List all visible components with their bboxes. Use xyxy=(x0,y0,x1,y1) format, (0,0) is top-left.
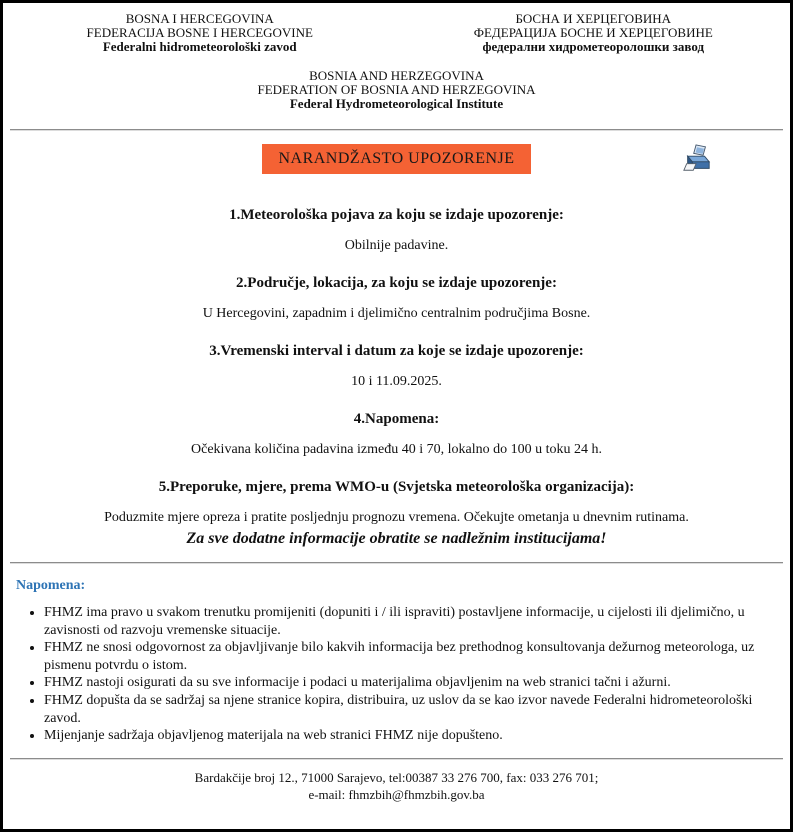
section-4-heading: 4.Napomena: xyxy=(353,411,440,427)
header-institute-name: федерални хидрометеоролошки завод xyxy=(482,39,705,54)
section-2-heading: 2.Područje, lokacija, za koju se izdaje upozorenje: xyxy=(236,275,557,291)
footer-address: Bardakčije broj 12., 71000 Sarajevo, tel:00387 33 276 700, fax: 033 276 701; xyxy=(194,769,599,785)
emphasis-line: Za sve dodatne informacije obratite se nadležnim institucijama! xyxy=(186,530,607,547)
email-link[interactable]: fhmzbih@fhmzbih.gov.ba xyxy=(348,786,485,802)
list-item: • FHMZ ima pravo u svakom trenutku promijeniti (dopuniti i / ili ispraviti) postavljene informacije, u cijelosti ili djelimično, u zavisnosti od razvoju vremenske situacije. xyxy=(44,604,774,639)
printer-icon[interactable] xyxy=(680,144,714,174)
warning-level-banner: NARANDŽASTO UPOZORENJE xyxy=(262,144,530,174)
divider-footer xyxy=(10,758,783,760)
disclaimer-list xyxy=(17,604,774,745)
header-line: BOSNIA AND HERZEGOVINA xyxy=(309,68,484,83)
warning-page xyxy=(3,3,790,829)
section-1-body: Obilnije padavine. xyxy=(344,238,449,253)
list-item: • FHMZ ne snosi odgovornost za objavljivanje bilo kakvih informacija bez prethodnog konsultovanja dežurnog meteorologa, uz pismenu potvrdu o istom. xyxy=(44,639,774,674)
header-line: BOSNA I HERCEGOVINA xyxy=(125,11,274,26)
section-5-heading: 5.Preporuke, mjere, prema WMO-u (Svjetska meteorološka organizacija): xyxy=(158,479,635,495)
banner-row xyxy=(3,144,790,174)
note-label: Napomena: xyxy=(16,578,86,593)
header-line: FEDERATION OF BOSNIA AND HERZEGOVINA xyxy=(257,82,536,97)
header-cyrillic xyxy=(397,12,791,54)
list-item: • FHMZ nastoji osigurati da su sve informacije i podaci u materijalima objavljenim na web stranici tačni i ažurni. xyxy=(44,674,774,692)
divider-header xyxy=(10,129,783,131)
list-item: • FHMZ dopušta da se sadržaj sa njene stranice kopira, distribuira, uz uslov da se kao izvor navede Federalni hidrometeorološki zavod. xyxy=(44,692,774,727)
section-2-body: U Hercegovini, zapadnim i djelimično centralnim područjima Bosne. xyxy=(202,306,591,321)
footer xyxy=(3,769,790,803)
footer-email-line xyxy=(3,786,790,803)
institution-header xyxy=(3,12,790,54)
header-english xyxy=(3,69,790,111)
section-3-heading: 3.Vremenski interval i datum za koje se izdaje upozorenje: xyxy=(209,343,584,359)
header-line: FEDERACIJA BOSNE I HERCEGOVINE xyxy=(86,25,313,40)
list-item: • Mijenjanje sadržaja objavljenog materijala na web stranici FHMZ nije dopušteno. xyxy=(44,727,774,745)
section-5-body: Poduzmite mjere opreza i pratite posljednju prognozu vremena. Očekujte ometanja u dnevnim rutinama. xyxy=(104,510,689,525)
section-3-body: 10 i 11.09.2025. xyxy=(351,374,442,389)
header-bosnian-latin xyxy=(3,12,397,54)
header-institute-name: Federalni hidrometeorološki zavod xyxy=(102,39,297,54)
section-4-body: Očekivana količina padavina između 40 i 70, lokalno do 100 u toku 24 h. xyxy=(191,442,602,457)
header-line: БОСНА И ХЕРЦЕГОВИНА xyxy=(515,11,672,26)
header-line: ФЕДЕРАЦИЈА БОСНЕ И ХЕРЦЕГОВИНЕ xyxy=(473,25,713,40)
footer-email-prefix: e-mail: xyxy=(308,786,349,802)
section-1-heading: 1.Meteorološka pojava za koju se izdaje upozorenje: xyxy=(229,207,564,223)
divider-note xyxy=(10,562,783,564)
header-institute-name: Federal Hydrometeorological Institute xyxy=(289,96,504,111)
